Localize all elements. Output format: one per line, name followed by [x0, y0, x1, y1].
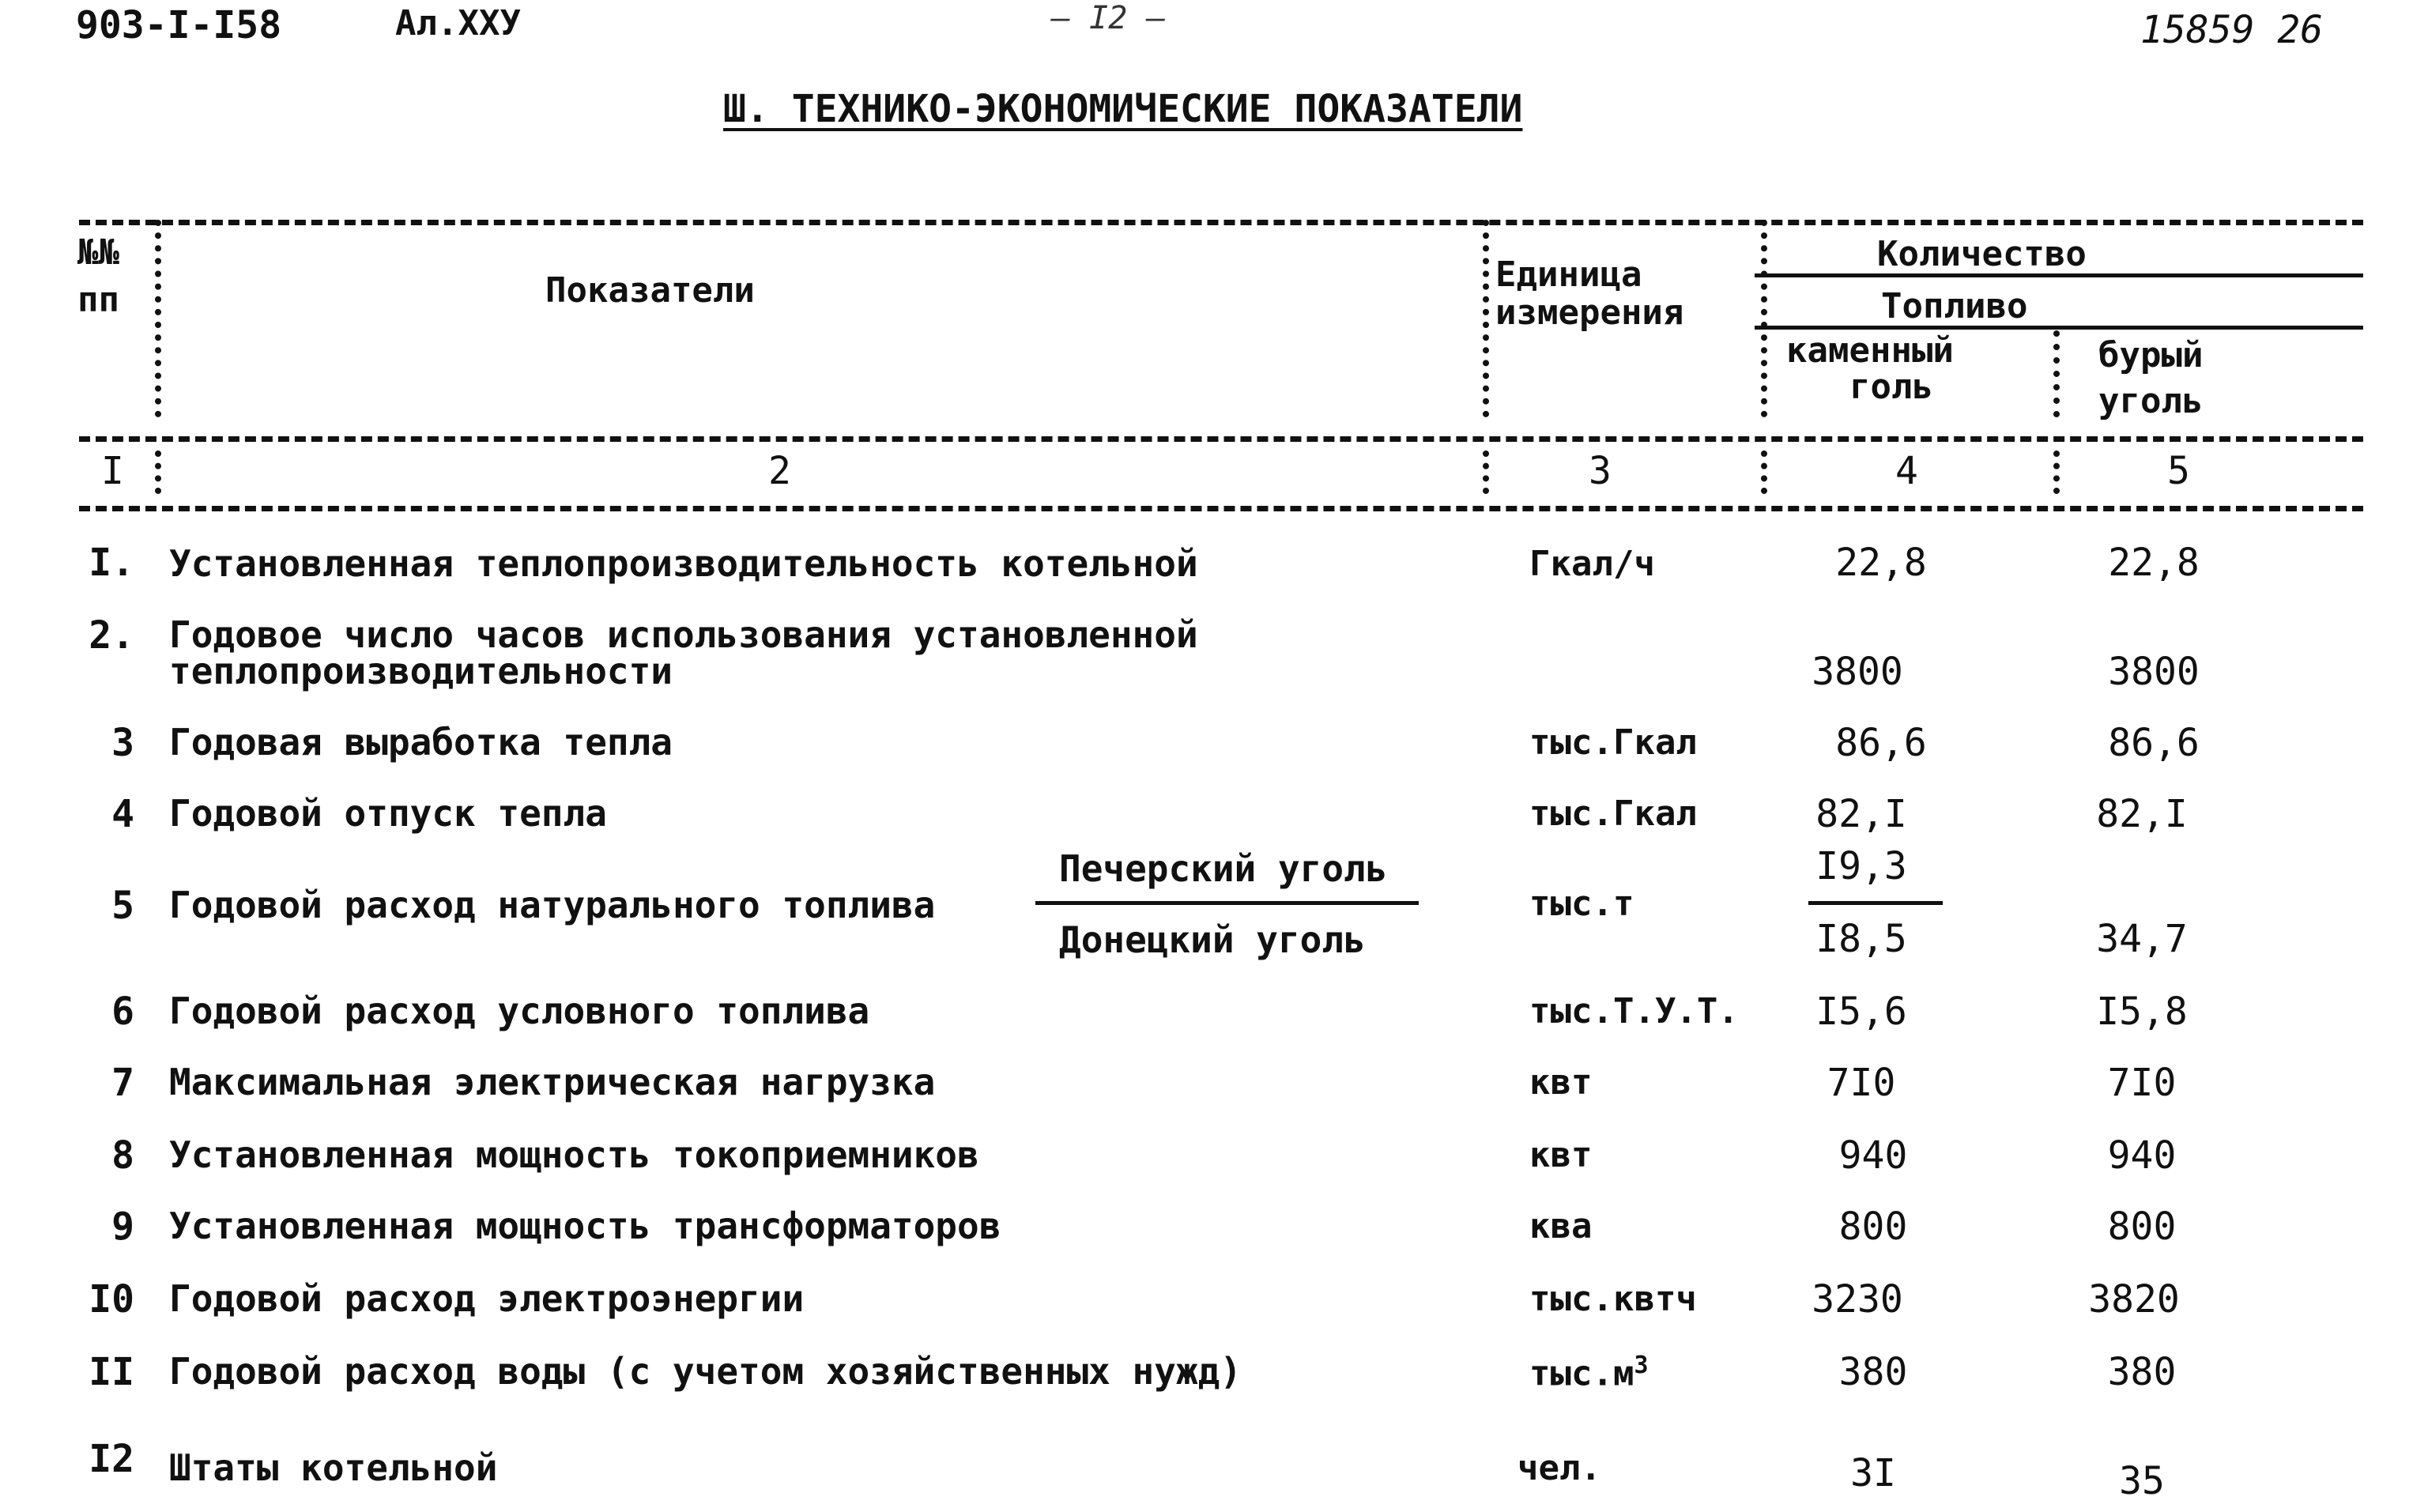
- row-value-hard-coal: 3800: [1812, 650, 1903, 694]
- row-value-brown-coal: 86,6: [2108, 721, 2200, 765]
- row-value-brown-coal: 940: [2107, 1133, 2177, 1178]
- row-number: 3: [111, 721, 134, 765]
- album-number: Ал.ХХУ: [395, 3, 521, 43]
- table-top-rule: [79, 220, 2363, 225]
- header-fuel: Топливо: [1881, 286, 2028, 326]
- row-unit: квт: [1529, 1062, 1593, 1103]
- row-unit: тыс.Гкал: [1529, 794, 1697, 834]
- header-hard-coal-line1: каменный: [1786, 330, 1954, 371]
- fuel-rule: [1755, 326, 2363, 330]
- header-num-line2: пп: [77, 280, 119, 320]
- row-value-brown-coal: 82,I: [2096, 792, 2188, 836]
- column-divider: [1761, 451, 1767, 494]
- row-value-brown-coal: 22,8: [2108, 541, 2200, 585]
- page-title: Ш. ТЕХНИКО-ЭКОНОМИЧЕСКИЕ ПОКАЗАТЕЛИ: [723, 87, 1523, 131]
- row-value-hard-coal: 22,8: [1835, 541, 1927, 585]
- column-divider: [1761, 220, 1767, 417]
- row-indicator: Установленная мощность трансформаторов: [169, 1205, 1001, 1247]
- row-number: I.: [89, 541, 134, 585]
- row-value-hard-coal: 3230: [1812, 1277, 1903, 1322]
- header-bottom-rule: [79, 436, 2363, 442]
- row-number: I0: [89, 1277, 134, 1322]
- row-number: 7: [111, 1061, 134, 1105]
- row-indicator: Штаты котельной: [169, 1446, 498, 1489]
- column-divider: [1483, 220, 1489, 417]
- row-indicator: Годовой расход условного топлива: [169, 990, 870, 1032]
- row-number: I2: [89, 1437, 134, 1481]
- row-indicator: Годовой расход воды (с учетом хозяйственных нужд): [169, 1350, 1242, 1393]
- header-unit-line2: измерения: [1495, 292, 1684, 333]
- row-value-brown-coal: 3820: [2088, 1277, 2180, 1322]
- fuel-subtype-divider: [1035, 901, 1419, 905]
- row-number: 2.: [89, 613, 134, 658]
- row-value-hard-coal: 7I0: [1827, 1061, 1896, 1105]
- row-unit: Гкал/ч: [1529, 544, 1655, 584]
- value-divider: [1808, 901, 1943, 905]
- row-value-brown-coal: I5,8: [2096, 990, 2188, 1034]
- row-value-brown-coal: 35: [2119, 1459, 2165, 1503]
- row-indicator: Годовой отпуск тепла: [169, 792, 607, 835]
- header-brown-coal-line2: уголь: [2098, 381, 2204, 421]
- column-number: 4: [1895, 449, 1918, 493]
- row-unit-text: тыс.м: [1529, 1353, 1634, 1394]
- row-indicator: Установленная теплопроизводительность котельной: [169, 542, 1198, 585]
- row-unit: тыс.Т.У.Т.: [1529, 991, 1739, 1031]
- row-indicator: Годовой расход электроэнергии: [169, 1277, 805, 1320]
- column-number: 3: [1589, 449, 1612, 493]
- header-quantity: Количество: [1877, 234, 2087, 274]
- row-unit-superscript: 3: [1634, 1352, 1649, 1379]
- row-number: 9: [111, 1205, 134, 1249]
- row-number: 4: [111, 792, 134, 836]
- header-num-line1: №№: [77, 232, 119, 273]
- column-numbers-rule: [79, 506, 2363, 511]
- row-value-hard-coal: 800: [1838, 1205, 1908, 1249]
- header-indicator: Показатели: [545, 270, 755, 311]
- row-number: 5: [111, 884, 134, 928]
- row-value-brown-coal: 380: [2107, 1350, 2177, 1394]
- row-indicator: Годовой расход натурального топлива: [169, 884, 936, 926]
- row-indicator-line1: Годовое число часов использования установленной: [169, 613, 1198, 656]
- row-unit: тыс.квтч: [1529, 1279, 1697, 1319]
- row-unit: [1529, 1352, 1649, 1394]
- row-value-hard-coal: 82,I: [1815, 792, 1907, 836]
- row-value-hard-coal-donetsk: I8,5: [1815, 917, 1907, 961]
- row-unit: тыс.Гкал: [1529, 722, 1697, 763]
- header-hard-coal-line2: голь: [1849, 367, 1933, 407]
- fuel-subtype-pechora: Печерский уголь: [1059, 847, 1388, 890]
- row-unit: тыс.т: [1529, 884, 1634, 924]
- row-value-hard-coal: 3I: [1850, 1451, 1896, 1495]
- row-number: 8: [111, 1133, 134, 1178]
- column-divider: [155, 451, 161, 494]
- column-number: 5: [2167, 449, 2190, 493]
- row-indicator: Установленная мощность токоприемников: [169, 1133, 979, 1176]
- fuel-subtype-donetsk: Донецкий уголь: [1059, 918, 1366, 961]
- row-number: 6: [111, 990, 134, 1034]
- column-number: I: [101, 449, 124, 493]
- column-divider: [2053, 451, 2060, 494]
- header-brown-coal-line1: бурый: [2098, 335, 2204, 375]
- row-value-hard-coal: 86,6: [1835, 721, 1927, 765]
- row-indicator: Максимальная электрическая нагрузка: [169, 1061, 936, 1103]
- inventory-number: 15859 26: [2140, 8, 2324, 52]
- document-code: 903-I-I58: [76, 3, 282, 47]
- row-value-brown-coal: 34,7: [2096, 917, 2188, 961]
- row-value-hard-coal: I5,6: [1815, 990, 1907, 1034]
- row-value-brown-coal: 3800: [2108, 650, 2200, 694]
- row-unit: чел.: [1518, 1448, 1601, 1488]
- column-divider: [2053, 330, 2060, 417]
- header-unit-line1: Единица: [1495, 255, 1642, 295]
- column-number: 2: [768, 449, 791, 493]
- row-value-hard-coal-pechora: I9,3: [1815, 844, 1907, 888]
- column-divider: [155, 220, 161, 417]
- row-value-hard-coal: 940: [1838, 1133, 1908, 1178]
- row-value-brown-coal: 7I0: [2107, 1061, 2177, 1105]
- row-indicator-line2: теплопроизводительности: [169, 650, 673, 692]
- row-unit: квт: [1529, 1135, 1593, 1175]
- row-unit: ква: [1529, 1206, 1593, 1246]
- row-value-hard-coal: 380: [1838, 1350, 1908, 1394]
- page-number: – I2 –: [1051, 0, 1166, 36]
- row-number: II: [89, 1350, 134, 1394]
- column-divider: [1483, 451, 1489, 494]
- row-indicator: Годовая выработка тепла: [169, 721, 673, 764]
- row-value-brown-coal: 800: [2107, 1205, 2177, 1249]
